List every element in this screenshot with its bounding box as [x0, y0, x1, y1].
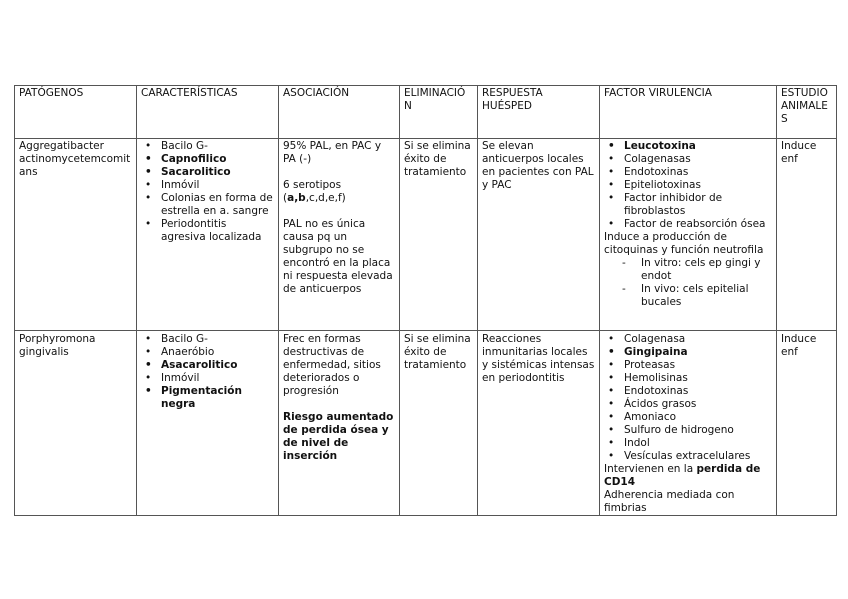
list-item: • Endotoxinas — [624, 166, 772, 179]
list-item: • Endotoxinas — [624, 385, 772, 398]
list-item: • Inmóvil — [161, 179, 274, 192]
list-item: • Colonias en forma de estrella en a. sangre — [161, 192, 274, 218]
adherence-text: Adherencia mediada con fimbrias — [604, 489, 735, 514]
list-item: • Anaeróbio — [161, 346, 274, 359]
list-item: - In vivo: cels epitelial bucales — [641, 283, 772, 309]
list-item: • Colagenasa — [624, 333, 772, 346]
list-item: • Inmóvil — [161, 372, 274, 385]
virulence-list — [604, 333, 772, 463]
association-cell — [279, 139, 400, 331]
list-item: • Capnofilico — [161, 153, 274, 166]
list-item: • Colagenasas — [624, 153, 772, 166]
intervienen-text: Intervienen en la perdida de CD14 — [604, 463, 761, 488]
header-estudio: ESTUDIO ANIMALES — [777, 86, 837, 139]
list-item: • Sacarolitico — [161, 166, 274, 179]
header-patogenos: PATÓGENOS — [15, 86, 137, 139]
row-aggregatibacter — [15, 139, 837, 331]
pathogen-table — [14, 85, 837, 516]
virulence-list — [604, 140, 772, 231]
virulence-cell — [600, 139, 777, 331]
elimination-cell: Si se elimina éxito de tratamiento — [400, 139, 478, 331]
list-item: • Periodontitis agresiva localizada — [161, 218, 274, 244]
list-item: • Indol — [624, 437, 772, 450]
list-item: • Sulfuro de hidrogeno — [624, 424, 772, 437]
header-respuesta: RESPUESTA HUÉSPED — [478, 86, 600, 139]
induce-text: Induce a producción de citoquinas y función neutrofila — [604, 231, 764, 256]
list-item: • Pigmentación negra — [161, 385, 274, 411]
header-caracteristicas: CARACTERÍSTICAS — [137, 86, 279, 139]
characteristics-list — [141, 333, 274, 411]
serotypes-label: 6 serotipos — [283, 179, 342, 191]
association-cell — [279, 331, 400, 516]
list-item: • Ácidos grasos — [624, 398, 772, 411]
host-response-cell: Se elevan anticuerpos locales en pacientes con PAL y PAC — [478, 139, 600, 331]
animal-study-cell: Induce enf — [777, 331, 837, 516]
list-item: • Proteasas — [624, 359, 772, 372]
header-eliminacion: ELIMINACIÓN — [400, 86, 478, 139]
list-item: • Amoniaco — [624, 411, 772, 424]
list-item: • Factor inhibidor de fibroblastos — [624, 192, 772, 218]
serotypes-list: (a,b,c,d,e,f) — [283, 192, 346, 204]
list-item: • Vesículas extracelulares — [624, 450, 772, 463]
association-text: 95% PAL, en PAC y PA (-) — [283, 140, 382, 165]
header-row — [15, 86, 837, 139]
induce-sublist — [604, 257, 772, 309]
list-item: • Factor de reabsorción ósea — [624, 218, 772, 231]
pathogen-name: Porphyromona gingivalis — [15, 331, 137, 516]
elimination-cell: Si se elimina éxito de tratamiento — [400, 331, 478, 516]
list-item: • Leucotoxina — [624, 140, 772, 153]
row-porphyromona — [15, 331, 837, 516]
list-item: • Hemolisinas — [624, 372, 772, 385]
risk-text: Riesgo aumentado de perdida ósea y de nivel de inserción — [283, 411, 394, 462]
characteristics-cell — [137, 331, 279, 516]
list-item: • Epiteliotoxinas — [624, 179, 772, 192]
list-item: • Bacilo G- — [161, 333, 274, 346]
header-asociacion: ASOCIACIÓN — [279, 86, 400, 139]
list-item: - In vitro: cels ep gingi y endot — [641, 257, 772, 283]
list-item: • Gingipaina — [624, 346, 772, 359]
header-factor: FACTOR VIRULENCIA — [600, 86, 777, 139]
association-text: Frec en formas destructivas de enfermedad, sitios deteriorados o progresión — [283, 333, 381, 397]
characteristics-cell — [137, 139, 279, 331]
list-item: • Asacarolitico — [161, 359, 274, 372]
animal-study-cell: Induce enf — [777, 139, 837, 331]
virulence-cell — [600, 331, 777, 516]
association-note: PAL no es única causa pq un subgrupo no se encontró en la placa ni respuesta elevada de anticuerpos — [283, 218, 393, 295]
host-response-cell: Reacciones inmunitarias locales y sistémicas intensas en periodontitis — [478, 331, 600, 516]
list-item: • Bacilo G- — [161, 140, 274, 153]
characteristics-list — [141, 140, 274, 244]
pathogen-name: Aggregatibacter actinomycetemcomitans — [15, 139, 137, 331]
